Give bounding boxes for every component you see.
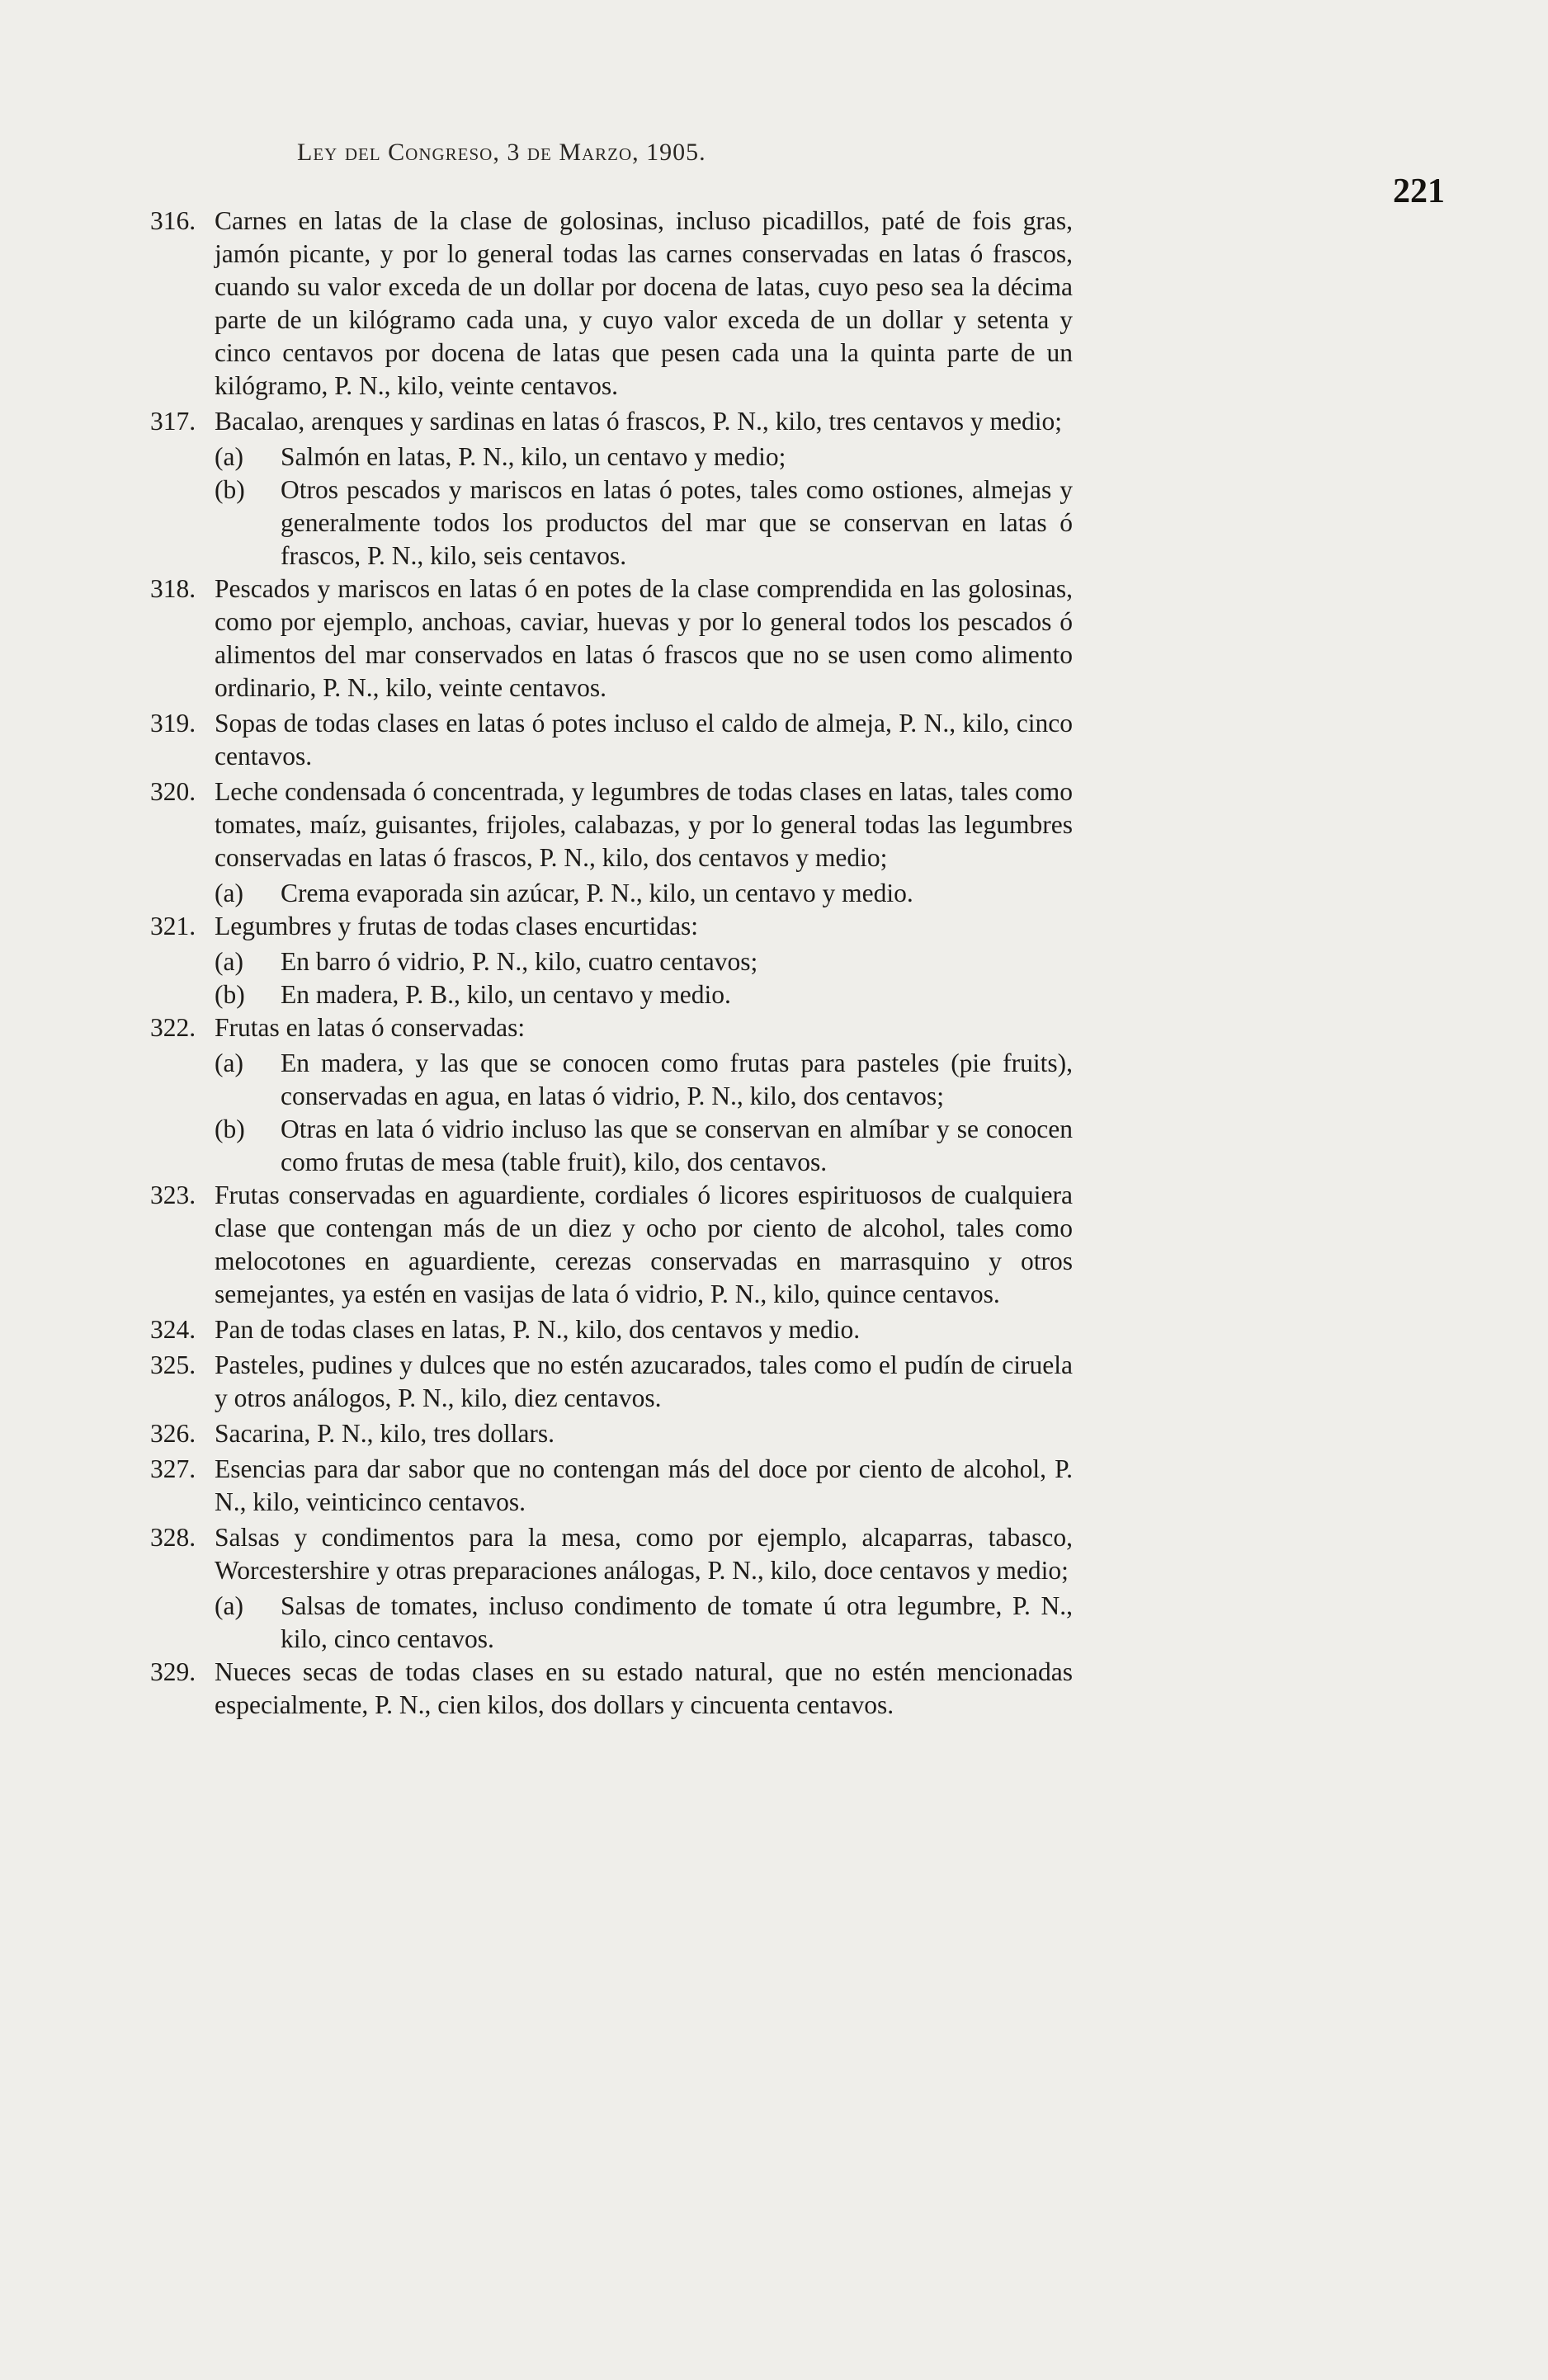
entry-number: 328. — [150, 1523, 196, 1552]
entry-text: Pescados y mariscos en latas ó en potes de la clase comprendida en las golosinas, como por ejemplo, anchoas, caviar, huevas y por lo general todos los pescados ó alimentos del mar conservados en latas ó frascos que no se usen como alimento ordinario, P. N., kilo, veinte centavos. — [215, 574, 1073, 702]
sub-text: En barro ó vidrio, P. N., kilo, cuatro centavos; — [281, 947, 758, 976]
entry-text: Salsas y condimentos para la mesa, como por ejemplo, alcaparras, tabasco, Worcestershire y otras preparaciones análogas, P. N., kilo, doce centavos y medio; — [215, 1523, 1073, 1585]
sub-entry-322-a — [165, 1047, 1073, 1113]
entry-324 — [150, 1313, 1073, 1346]
entry-text: Bacalao, arenques y sardinas en latas ó frascos, P. N., kilo, tres centavos y medio; — [215, 407, 1062, 436]
entry-text: Legumbres y frutas de todas clases encurtidas: — [215, 912, 699, 940]
entry-329 — [150, 1656, 1073, 1722]
entry-number: 322. — [150, 1013, 196, 1042]
entry-number: 319. — [150, 709, 196, 738]
running-header: Ley del Congreso, 3 de Marzo, 1905. — [297, 139, 706, 166]
sub-entry-317-b — [165, 474, 1073, 573]
entry-319 — [150, 707, 1073, 773]
sub-text: En madera, y las que se conocen como frutas para pasteles (pie fruits), conservadas en agua, en latas ó vidrio, P. N., kilo, dos centavos; — [281, 1049, 1073, 1110]
sub-text: Otros pescados y mariscos en latas ó potes, tales como ostiones, almejas y generalmente todos los productos del mar que se conservan en latas ó frascos, P. N., kilo, seis centavos. — [281, 475, 1073, 570]
entry-text: Pan de todas clases en latas, P. N., kilo, dos centavos y medio. — [215, 1315, 861, 1344]
entry-text: Pasteles, pudines y dulces que no estén azucarados, tales como el pudín de ciruela y otros análogos, P. N., kilo, diez centavos. — [215, 1350, 1073, 1412]
entry-text: Frutas conservadas en aguardiente, cordiales ó licores espirituosos de cualquiera clase que contengan más de un diez y ocho por ciento de alcohol, tales como melocotones en aguardiente, cerezas conservadas en marrasquino y otros semejantes, ya estén en vasijas de lata ó vidrio, P. N., kilo, quince centavos. — [215, 1181, 1073, 1308]
entry-number: 325. — [150, 1350, 196, 1379]
entry-number: 320. — [150, 777, 196, 806]
sub-letter: (a) — [215, 947, 243, 976]
tariff-entries — [150, 205, 1073, 1724]
entry-323 — [150, 1179, 1073, 1311]
entry-322 — [150, 1011, 1073, 1044]
entry-328 — [150, 1521, 1073, 1587]
entry-number: 316. — [150, 206, 196, 235]
sub-letter: (a) — [215, 1591, 243, 1620]
entry-321 — [150, 910, 1073, 943]
sub-letter: (a) — [215, 879, 243, 907]
sub-letter: (b) — [215, 1115, 245, 1143]
entry-number: 324. — [150, 1315, 196, 1344]
entry-text: Esencias para dar sabor que no contengan más del doce por ciento de alcohol, P. N., kilo, veinticinco centavos. — [215, 1454, 1073, 1516]
entry-320 — [150, 775, 1073, 874]
sub-entry-321-b — [165, 978, 1073, 1011]
entry-number: 318. — [150, 574, 196, 603]
entry-text: Carnes en latas de la clase de golosinas, incluso picadillos, paté de fois gras, jamón picante, y por lo general todas las carnes conservadas en latas ó frascos, cuando su valor exceda de un dollar por docena de latas, cuyo peso sea la décima parte de un kilógramo cada una, y cuyo valor exceda de un dollar y setenta y cinco centavos por docena de latas que pesen cada una la quinta parte de un kilógramo, P. N., kilo, veinte centavos. — [215, 206, 1073, 400]
entry-number: 321. — [150, 912, 196, 940]
entry-326 — [150, 1417, 1073, 1450]
entry-number: 323. — [150, 1181, 196, 1209]
entry-text: Sopas de todas clases en latas ó potes incluso el caldo de almeja, P. N., kilo, cinco centavos. — [215, 709, 1073, 771]
sub-entry-328-a — [165, 1590, 1073, 1656]
entry-text: Nueces secas de todas clases en su estado natural, que no estén mencionadas especialmente, P. N., cien kilos, dos dollars y cincuenta centavos. — [215, 1657, 1073, 1719]
entry-318 — [150, 573, 1073, 705]
entry-text: Frutas en latas ó conservadas: — [215, 1013, 526, 1042]
page-number: 221 — [1393, 172, 1445, 210]
sub-text: En madera, P. B., kilo, un centavo y medio. — [281, 980, 731, 1009]
sub-letter: (a) — [215, 1049, 243, 1077]
sub-text: Salmón en latas, P. N., kilo, un centavo y medio; — [281, 442, 786, 471]
sub-letter: (a) — [215, 442, 243, 471]
entry-325 — [150, 1349, 1073, 1415]
sub-entry-320-a — [165, 877, 1073, 910]
entry-text: Leche condensada ó concentrada, y legumbres de todas clases en latas, tales como tomates, maíz, guisantes, frijoles, calabazas, y por lo general todas las legumbres conservadas en latas ó frascos, P. N., kilo, dos centavos y medio; — [215, 777, 1073, 872]
entry-316 — [150, 205, 1073, 403]
entry-number: 317. — [150, 407, 196, 436]
sub-letter: (b) — [215, 475, 245, 504]
sub-entry-322-b — [165, 1113, 1073, 1179]
sub-text: Crema evaporada sin azúcar, P. N., kilo, un centavo y medio. — [281, 879, 913, 907]
sub-text: Otras en lata ó vidrio incluso las que se conservan en almíbar y se conocen como frutas de mesa (table fruit), kilo, dos centavos. — [281, 1115, 1073, 1176]
entry-number: 329. — [150, 1657, 196, 1686]
entry-317 — [150, 405, 1073, 438]
entry-number: 327. — [150, 1454, 196, 1483]
entry-text: Sacarina, P. N., kilo, tres dollars. — [215, 1419, 555, 1448]
sub-entry-317-a — [165, 441, 1073, 474]
entry-number: 326. — [150, 1419, 196, 1448]
sub-letter: (b) — [215, 980, 245, 1009]
sub-entry-321-a — [165, 945, 1073, 978]
sub-text: Salsas de tomates, incluso condimento de tomate ú otra legumbre, P. N., kilo, cinco centavos. — [281, 1591, 1073, 1653]
entry-327 — [150, 1453, 1073, 1519]
